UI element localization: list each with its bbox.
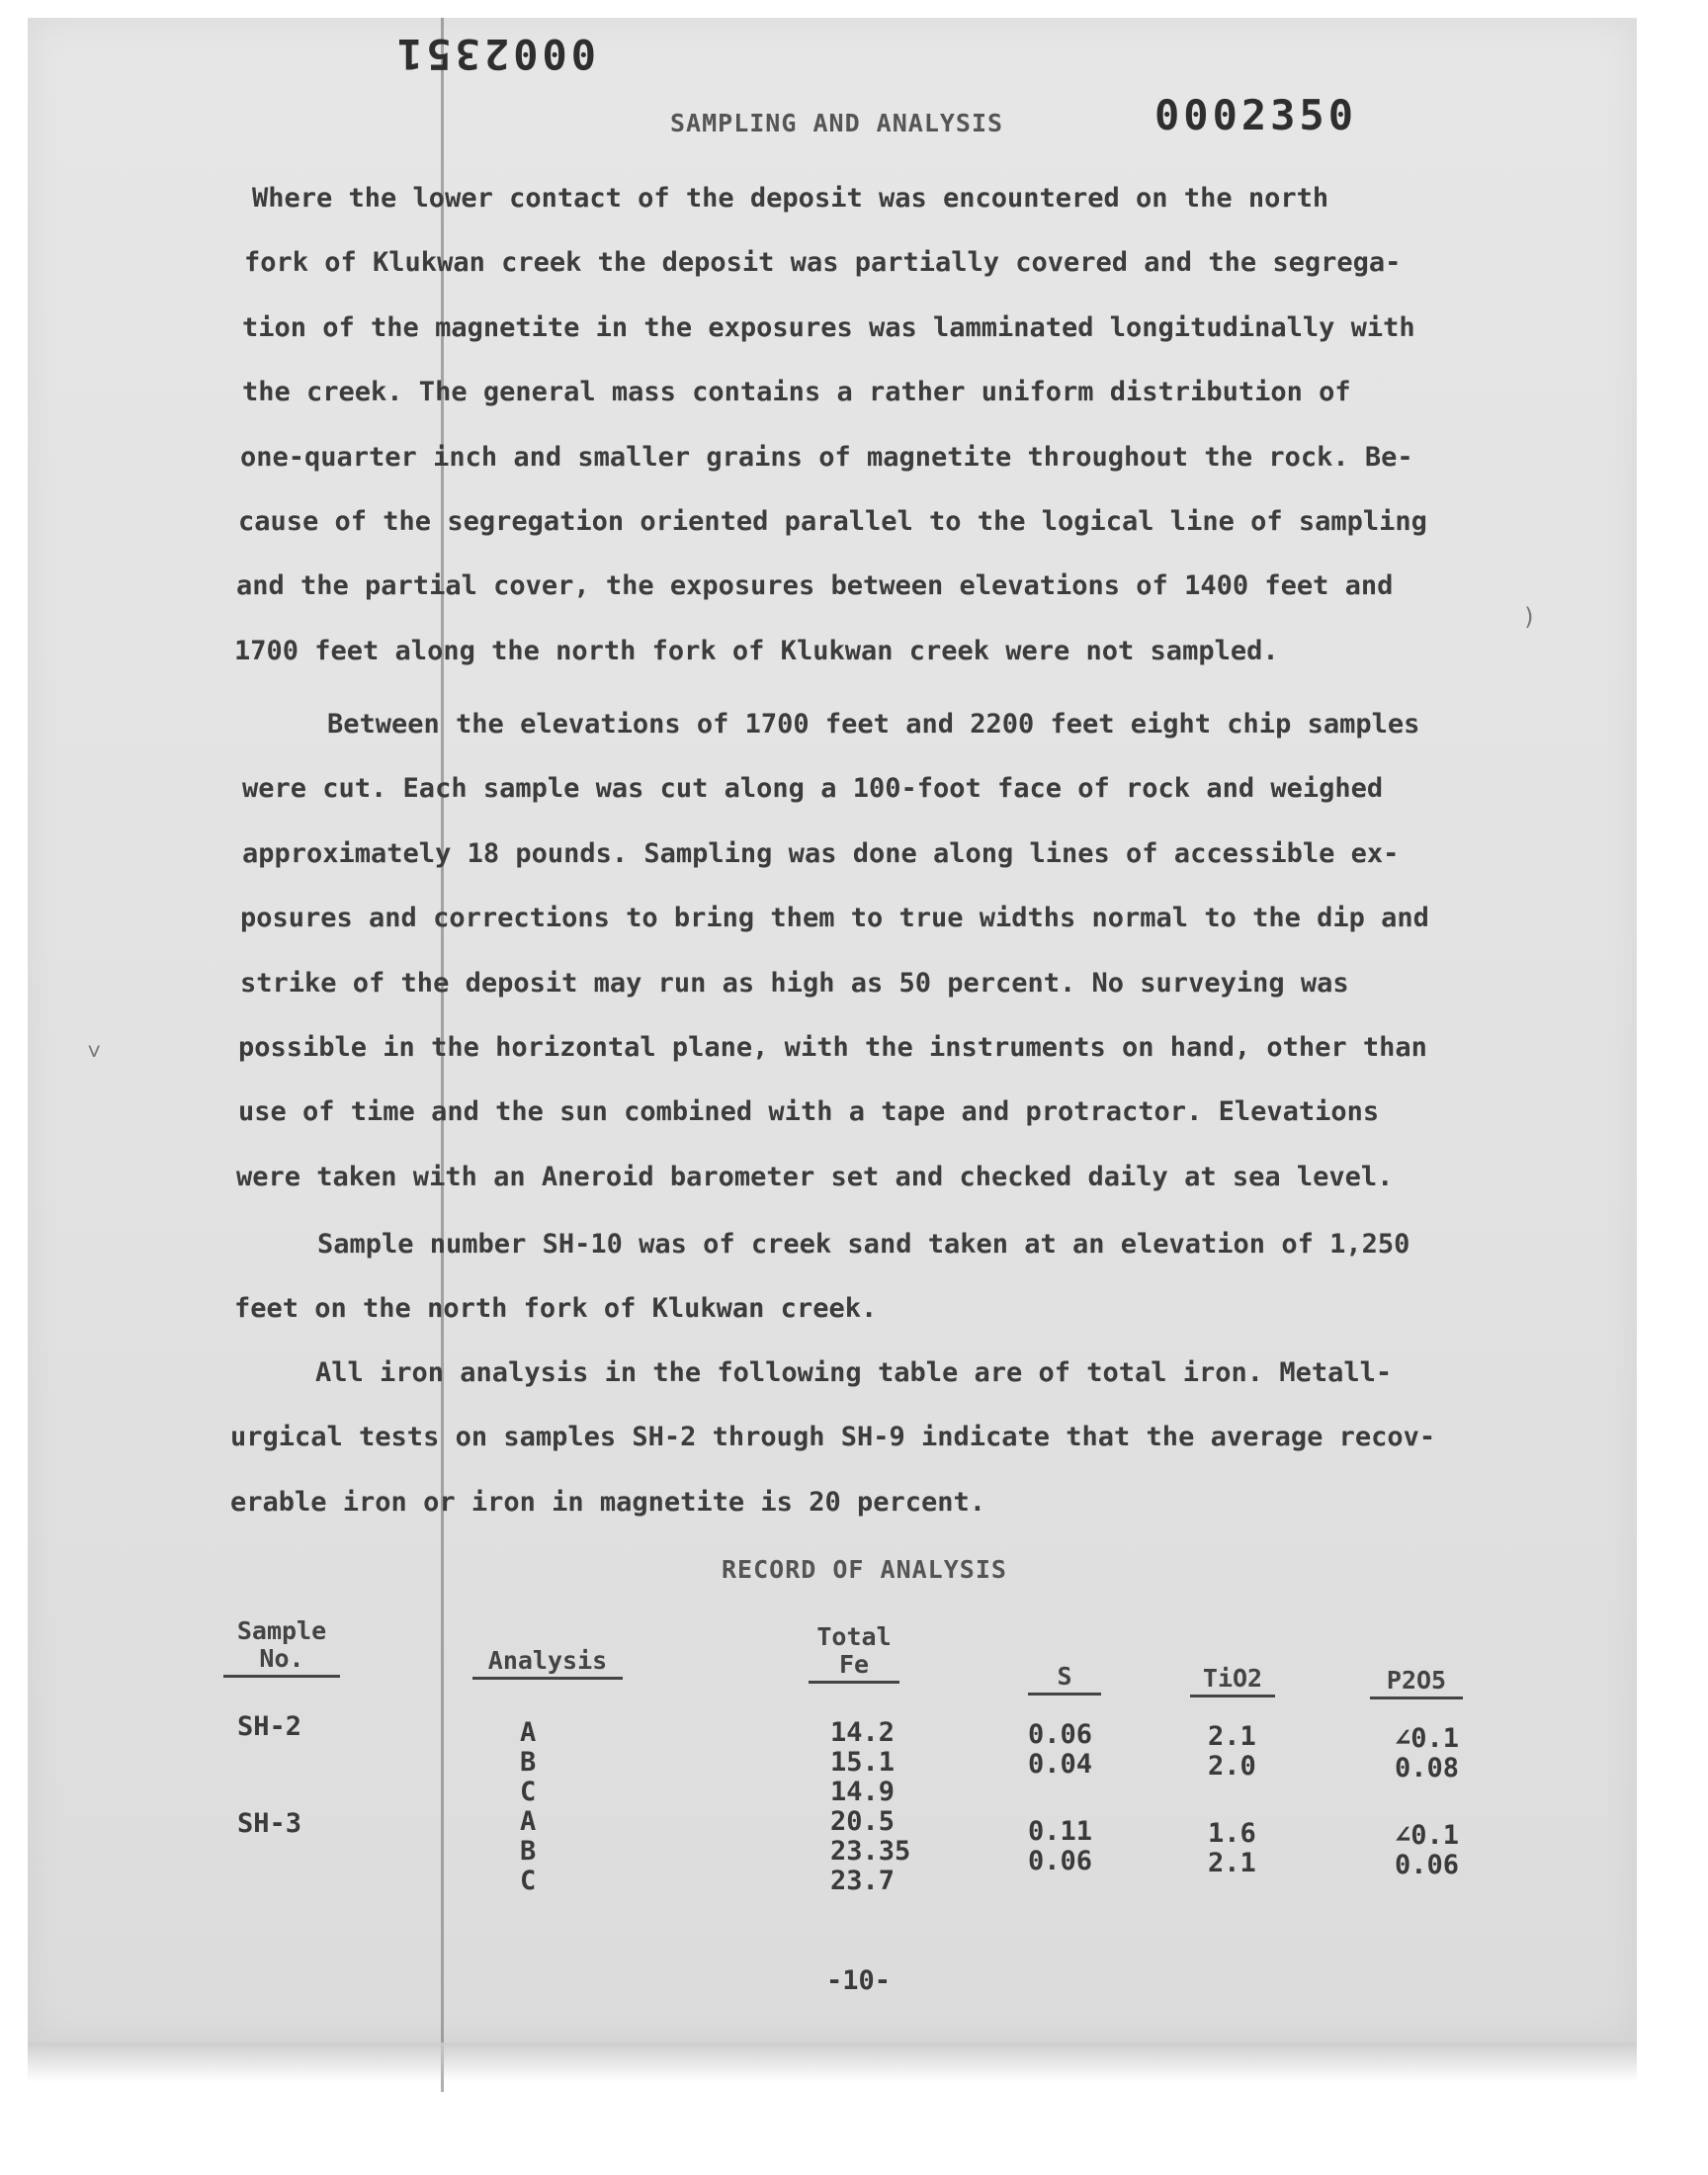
analysis-column bbox=[520, 1718, 536, 1807]
text-line: the creek. The general mass contains a rather uniform distribution of bbox=[242, 377, 1351, 408]
stamp-number-inverted: 0002351 bbox=[393, 30, 597, 78]
paragraph bbox=[234, 166, 1427, 683]
paragraph bbox=[236, 692, 1429, 1209]
header-line: Fe bbox=[809, 1651, 899, 1684]
table-cell: 2.1 bbox=[1208, 1848, 1256, 1878]
page-bottom-edge bbox=[28, 2043, 1637, 2082]
column-header-total-fe bbox=[809, 1623, 899, 1684]
header-line: P2O5 bbox=[1370, 1667, 1463, 1699]
sample-number: SH-2 bbox=[237, 1711, 302, 1742]
paragraph bbox=[230, 1341, 1435, 1534]
table-cell: B bbox=[520, 1747, 537, 1778]
table-cell: 20.5 bbox=[830, 1806, 896, 1837]
table-cell: ∠0.1 bbox=[1394, 1820, 1459, 1851]
text-line: Sample number SH-10 was of creek sand taken at an elevation of 1,250 bbox=[317, 1229, 1410, 1260]
table-cell: 15.1 bbox=[830, 1747, 896, 1778]
text-line: Between the elevations of 1700 feet and 2200 feet eight chip samples bbox=[327, 709, 1420, 740]
table-cell: C bbox=[520, 1866, 537, 1896]
text-line: urgical tests on samples SH-2 through SH-9 indicate that the average recov- bbox=[230, 1422, 1436, 1453]
table-cell: 0.11 bbox=[1028, 1816, 1093, 1847]
text-line: erable iron or iron in magnetite is 20 percent. bbox=[230, 1486, 986, 1518]
text-line: feet on the north fork of Klukwan creek. bbox=[234, 1293, 878, 1325]
sample-number: SH-3 bbox=[237, 1808, 302, 1839]
table-cell: A bbox=[520, 1806, 537, 1837]
table-cell: 2.0 bbox=[1208, 1751, 1256, 1782]
page-heading: SAMPLING AND ANALYSIS bbox=[670, 109, 1004, 137]
table-cell: ∠0.1 bbox=[1394, 1723, 1459, 1754]
column-header-s bbox=[1028, 1663, 1101, 1696]
analysis-column bbox=[520, 1807, 536, 1896]
table-cell: 0.06 bbox=[1394, 1850, 1459, 1880]
table-cell: C bbox=[520, 1777, 537, 1807]
fe-column bbox=[830, 1807, 910, 1896]
s-column bbox=[1028, 1817, 1092, 1876]
header-line: No. bbox=[223, 1645, 340, 1678]
text-line: 1700 feet along the north fork of Klukwan creek were not sampled. bbox=[234, 635, 1279, 666]
table-cell: 0.08 bbox=[1394, 1753, 1459, 1784]
page-number: -10- bbox=[826, 1965, 892, 1996]
table-cell: 14.9 bbox=[830, 1777, 896, 1807]
stamp-number: 0002350 bbox=[1154, 91, 1358, 139]
table-cell: 2.1 bbox=[1208, 1721, 1256, 1752]
header-line: S bbox=[1028, 1663, 1101, 1696]
column-header-sample bbox=[223, 1617, 340, 1678]
text-line: and the partial cover, the exposures between elevations of 1400 feet and bbox=[236, 570, 1394, 602]
table-cell: 14.2 bbox=[830, 1717, 896, 1748]
tio2-column bbox=[1208, 1722, 1256, 1782]
table-cell: 23.7 bbox=[830, 1866, 896, 1896]
text-line: were cut. Each sample was cut along a 100-foot face of rock and weighed bbox=[242, 773, 1384, 805]
text-line: were taken with an Aneroid barometer set and checked daily at sea level. bbox=[236, 1161, 1394, 1192]
table-cell: 0.04 bbox=[1028, 1749, 1093, 1780]
table-cell: A bbox=[520, 1717, 537, 1748]
fe-column bbox=[830, 1718, 895, 1807]
text-line: possible in the horizontal plane, with the instruments on hand, other than bbox=[238, 1032, 1427, 1064]
s-column bbox=[1028, 1720, 1092, 1780]
table-cell: 0.06 bbox=[1028, 1719, 1093, 1750]
p2o5-column bbox=[1352, 1724, 1459, 1784]
paragraph bbox=[234, 1212, 1409, 1342]
table-title: RECORD OF ANALYSIS bbox=[722, 1555, 1007, 1584]
text-line: strike of the deposit may run as high as 50 percent. No surveying was bbox=[240, 967, 1349, 999]
text-line: use of time and the sun combined with a tape and protractor. Elevations bbox=[238, 1096, 1380, 1128]
p2o5-column bbox=[1352, 1821, 1459, 1880]
column-header-analysis bbox=[472, 1647, 623, 1680]
text-line: posures and corrections to bring them to true widths normal to the dip and bbox=[240, 903, 1429, 934]
header-line: Sample bbox=[236, 1616, 327, 1645]
header-line: Analysis bbox=[472, 1647, 623, 1680]
header-line: TiO2 bbox=[1190, 1665, 1275, 1697]
text-line: cause of the segregation oriented parallel to the logical line of sampling bbox=[238, 506, 1427, 538]
header-line: Total bbox=[816, 1622, 892, 1651]
text-line: approximately 18 pounds. Sampling was done along lines of accessible ex- bbox=[242, 837, 1400, 869]
margin-mark: ) bbox=[1522, 603, 1537, 631]
column-header-p2o5 bbox=[1370, 1667, 1463, 1699]
text-line: Where the lower contact of the deposit was encountered on the north bbox=[252, 183, 1329, 214]
column-header-tio2 bbox=[1190, 1665, 1275, 1697]
table-cell: 0.06 bbox=[1028, 1846, 1093, 1876]
text-line: tion of the magnetite in the exposures was lamminated longitudinally with bbox=[242, 311, 1415, 343]
text-line: All iron analysis in the following table are of total iron. Metall- bbox=[315, 1357, 1393, 1388]
table-cell: B bbox=[520, 1836, 537, 1867]
table-cell: 23.35 bbox=[830, 1836, 911, 1867]
text-line: one-quarter inch and smaller grains of magnetite throughout the rock. Be- bbox=[240, 441, 1413, 473]
margin-mark: ˅ bbox=[87, 1038, 102, 1066]
table-cell: 1.6 bbox=[1208, 1818, 1256, 1849]
tio2-column bbox=[1208, 1819, 1256, 1878]
text-line: fork of Klukwan creek the deposit was partially covered and the segrega- bbox=[244, 247, 1402, 279]
